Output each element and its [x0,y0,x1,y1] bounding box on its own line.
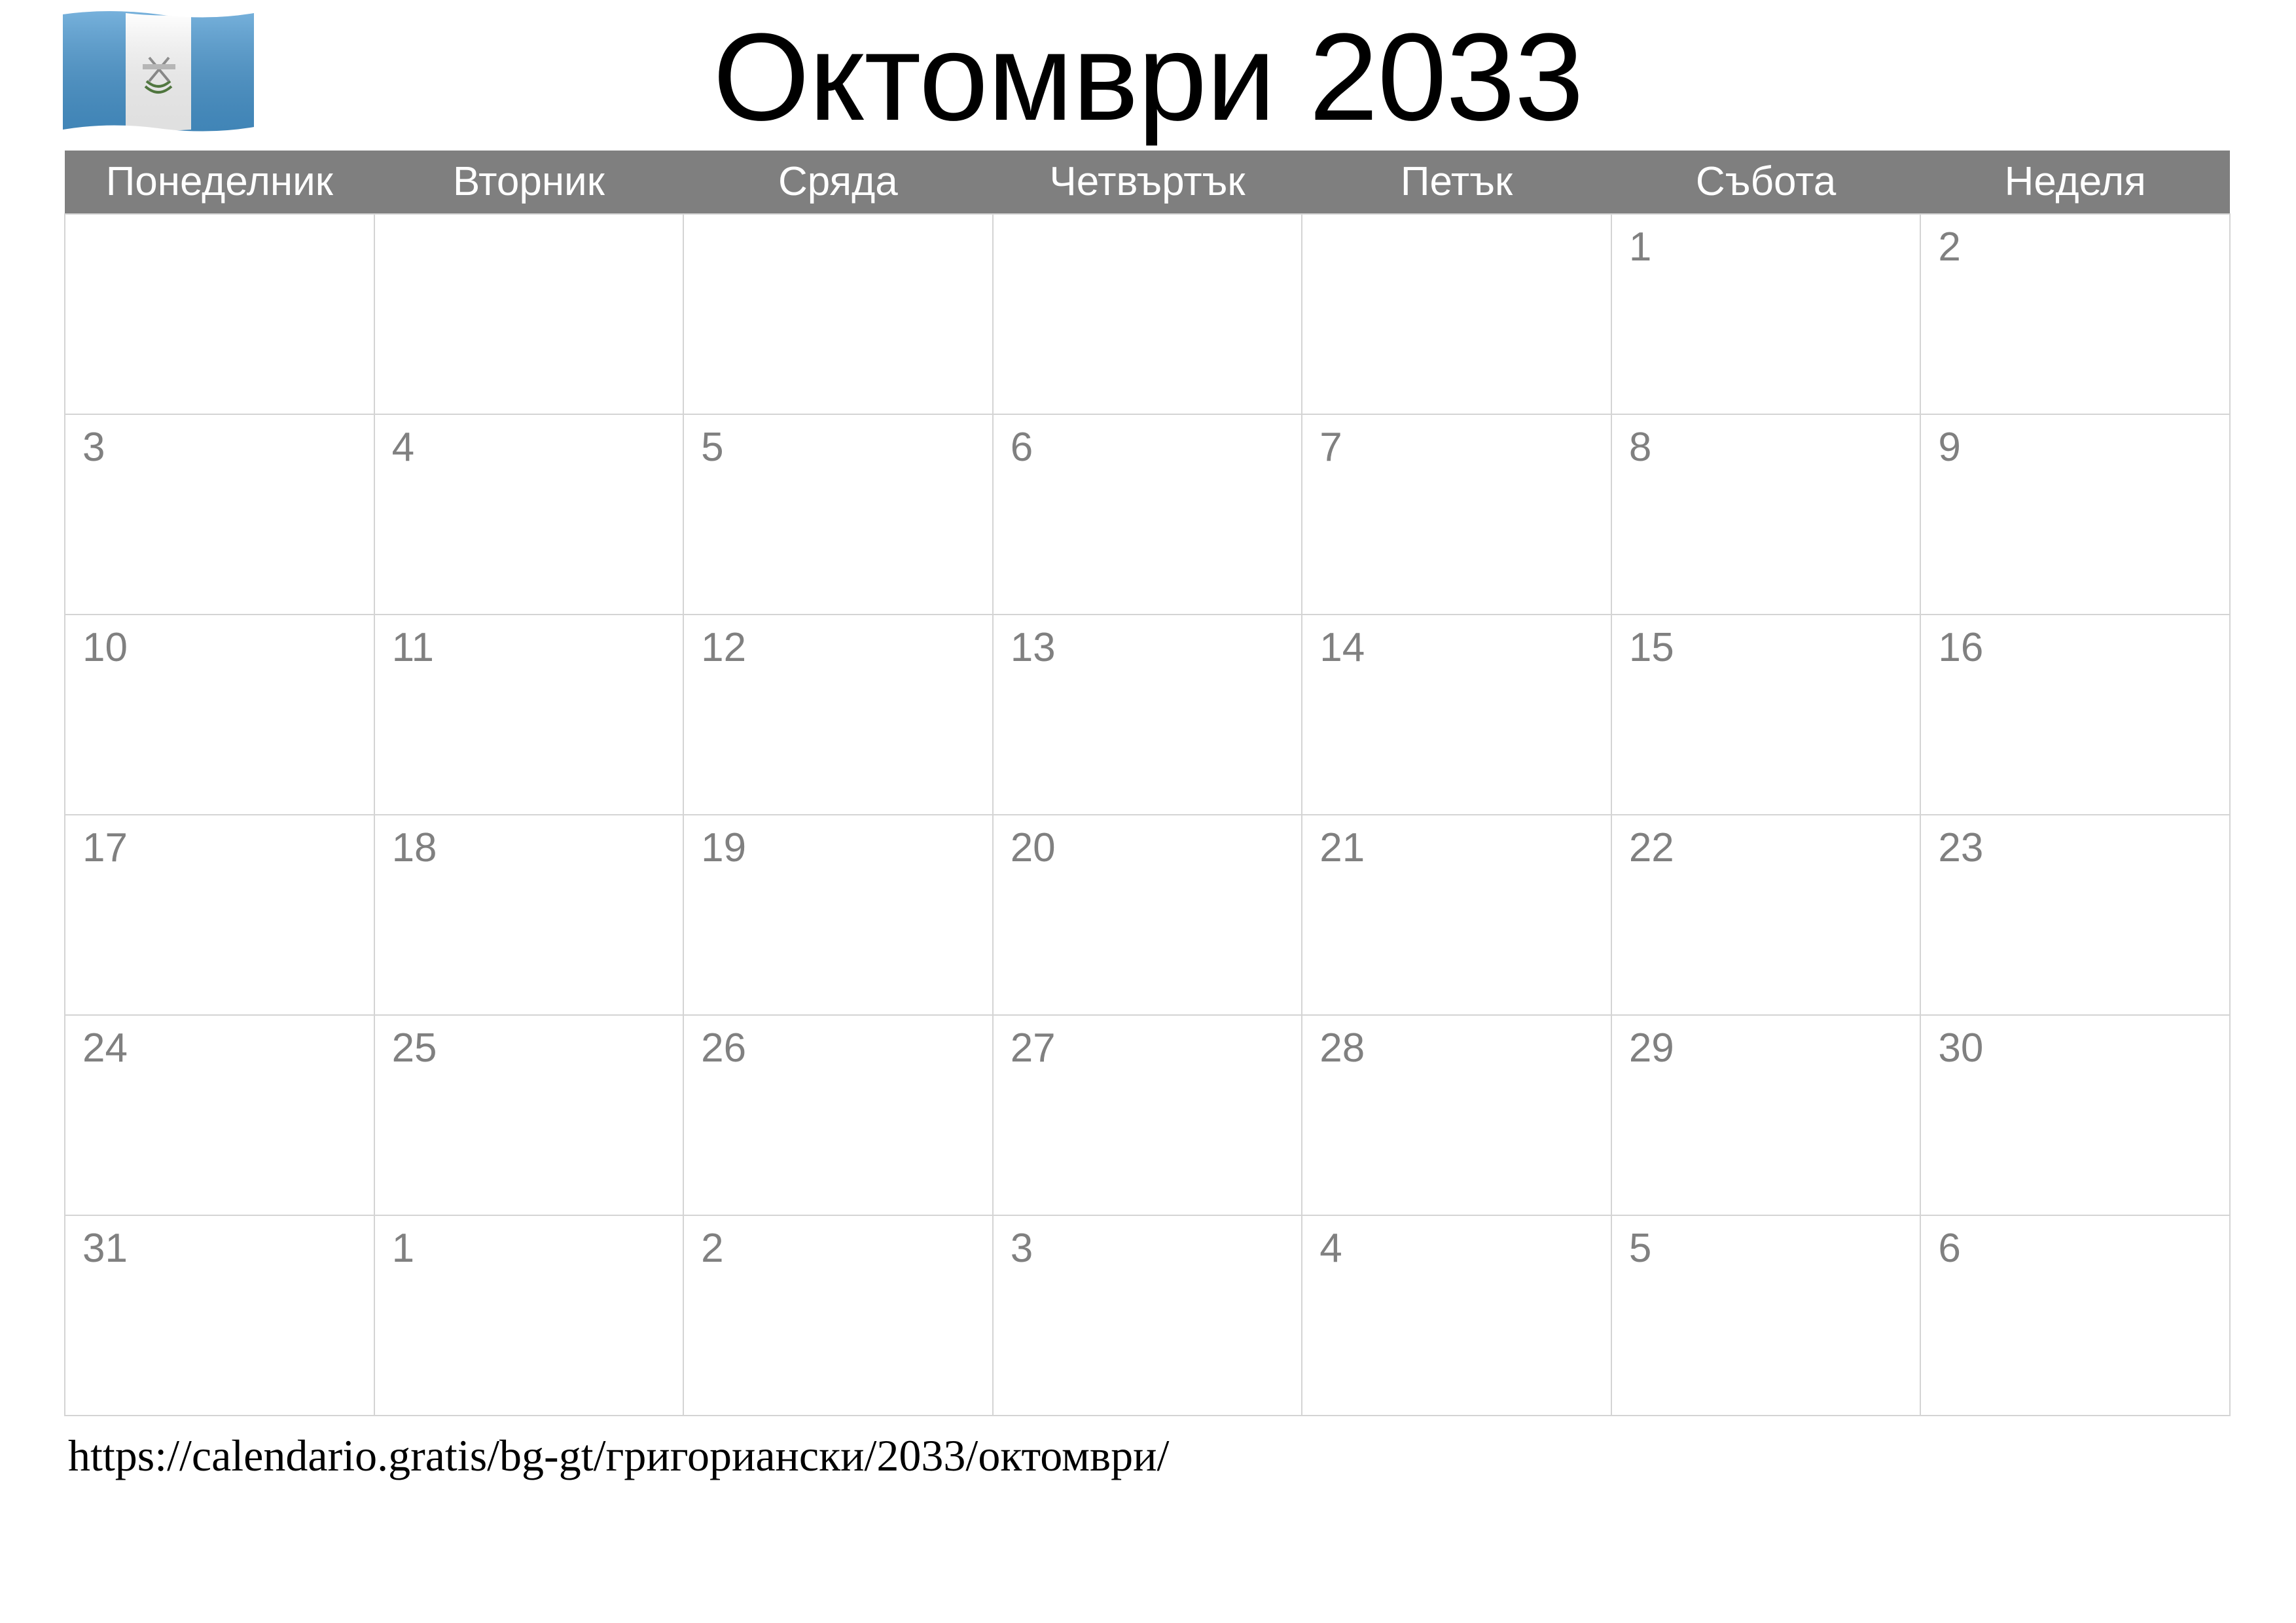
day-cell [374,214,684,414]
day-cell: 30 [1920,1015,2230,1215]
calendar-table [64,151,2231,1416]
day-cell [683,214,993,414]
day-cell: 4 [1302,1215,1611,1416]
source-url[interactable]: https://calendario.gratis/bg-gt/григориански/2033/октомври/ [68,1431,1170,1480]
page-header [0,0,2296,151]
day-cell: 4 [374,414,684,615]
day-cell [993,214,1302,414]
day-cell: 17 [65,815,374,1015]
day-cell: 23 [1920,815,2230,1015]
weekday-header-sunday: Неделя [1920,151,2230,214]
calendar-week-row [65,815,2230,1015]
day-cell: 3 [993,1215,1302,1416]
weekday-header-tuesday: Вторник [374,151,684,214]
day-cell: 27 [993,1015,1302,1215]
day-cell: 15 [1611,615,1921,815]
calendar-week-row [65,214,2230,414]
day-cell: 9 [1920,414,2230,615]
weekday-header-wednesday: Сряда [683,151,993,214]
day-cell: 24 [65,1015,374,1215]
day-cell: 1 [374,1215,684,1416]
day-cell: 29 [1611,1015,1921,1215]
day-cell [1302,214,1611,414]
weekday-header-saturday: Събота [1611,151,1921,214]
page-title: Октомври 2033 [713,8,1583,147]
day-cell: 3 [65,414,374,615]
day-cell: 10 [65,615,374,815]
day-cell: 12 [683,615,993,815]
day-cell: 22 [1611,815,1921,1015]
calendar-week-row [65,1215,2230,1416]
day-cell: 18 [374,815,684,1015]
day-cell: 20 [993,815,1302,1015]
weekday-header-friday: Петък [1302,151,1611,214]
day-cell: 1 [1611,214,1921,414]
day-cell: 5 [683,414,993,615]
day-cell: 6 [993,414,1302,615]
day-cell: 5 [1611,1215,1921,1416]
day-cell: 28 [1302,1015,1611,1215]
calendar-week-row [65,615,2230,815]
day-cell: 2 [683,1215,993,1416]
guatemala-flag-icon [60,8,257,136]
day-cell: 14 [1302,615,1611,815]
day-cell: 2 [1920,214,2230,414]
day-cell: 13 [993,615,1302,815]
day-cell: 6 [1920,1215,2230,1416]
day-cell: 31 [65,1215,374,1416]
calendar-week-row [65,1015,2230,1215]
day-cell: 21 [1302,815,1611,1015]
weekday-header-thursday: Четвъртък [993,151,1302,214]
day-cell: 16 [1920,615,2230,815]
weekday-header-row [65,151,2230,214]
day-cell: 8 [1611,414,1921,615]
day-cell: 26 [683,1015,993,1215]
day-cell [65,214,374,414]
day-cell: 11 [374,615,684,815]
calendar-week-row [65,414,2230,615]
day-cell: 19 [683,815,993,1015]
day-cell: 7 [1302,414,1611,615]
day-cell: 25 [374,1015,684,1215]
weekday-header-monday: Понеделник [65,151,374,214]
